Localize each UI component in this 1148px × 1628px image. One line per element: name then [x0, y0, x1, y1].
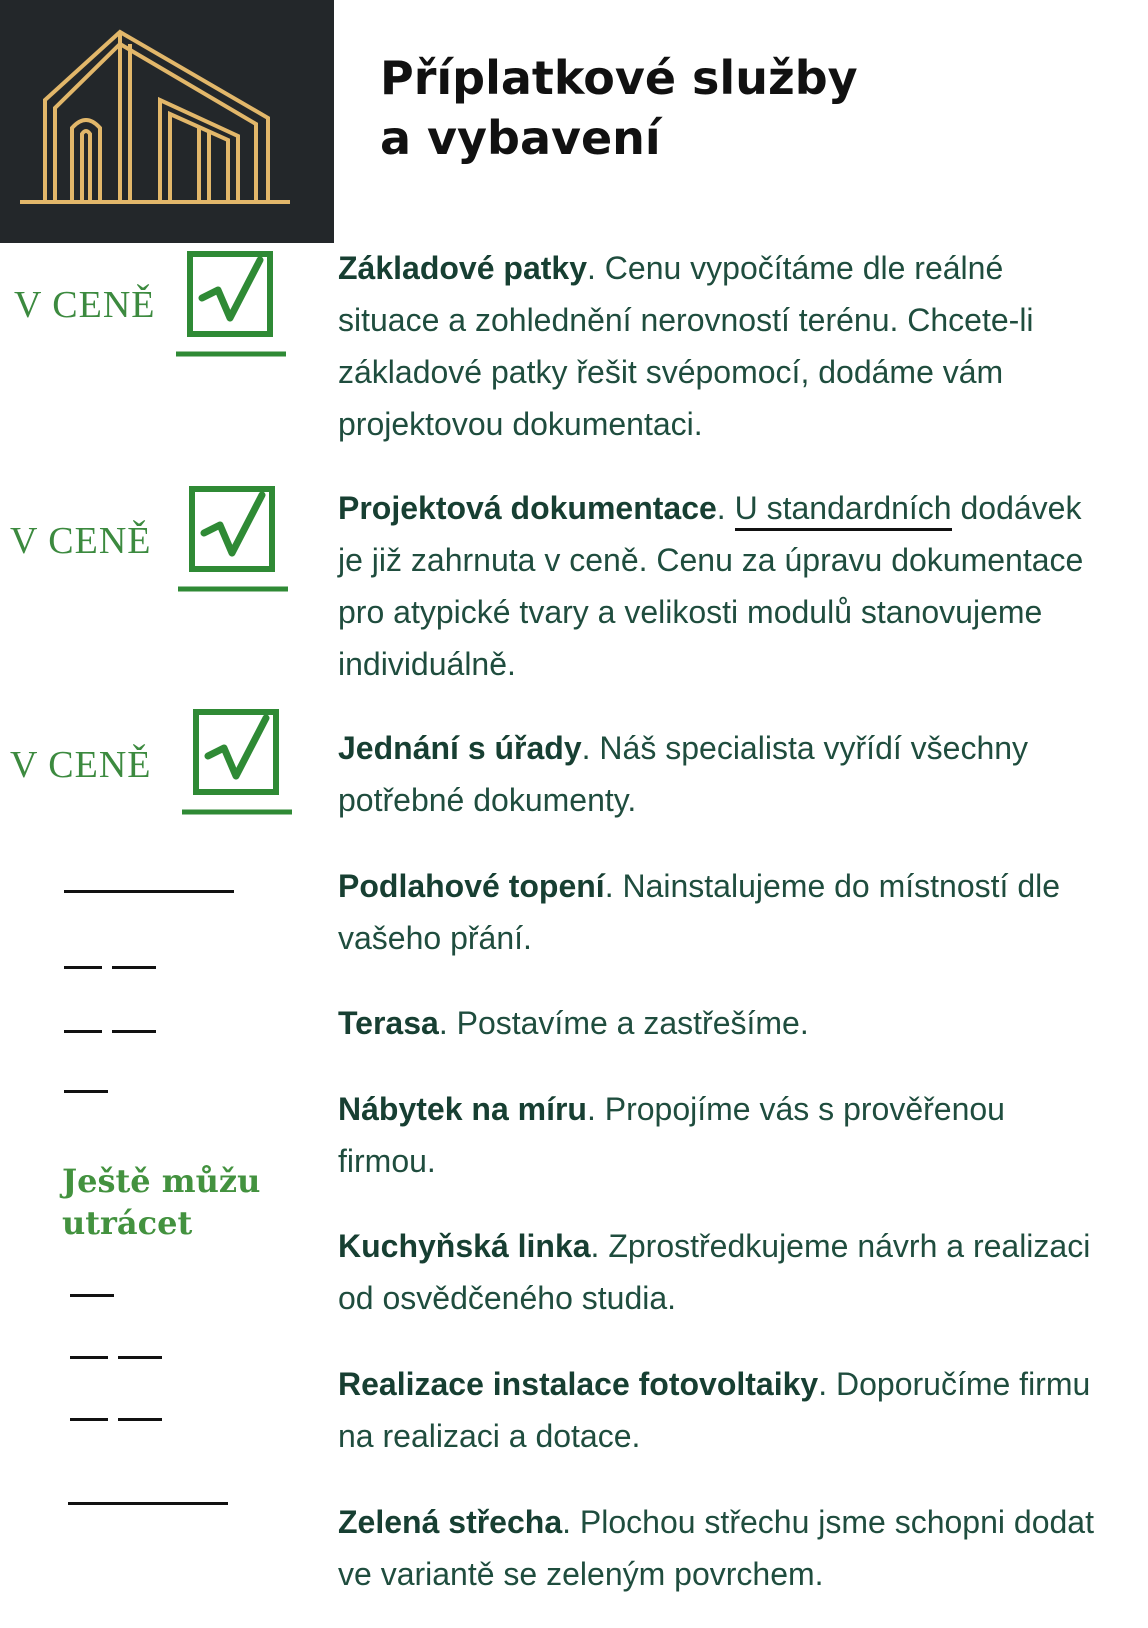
house-outline-logo-icon — [0, 0, 334, 243]
dash-line — [70, 1356, 108, 1359]
dash-line — [118, 1356, 162, 1359]
included-label-1: V CENĚ — [14, 284, 156, 326]
service-item-floor-heating — [338, 860, 1098, 964]
item-text: . Plochou střechu jsme schopni dodat ve variantě se zeleným povrchem. — [338, 1504, 1094, 1592]
item-title: Zelená střecha — [338, 1504, 563, 1540]
underlined-text: U standardních — [735, 490, 952, 531]
title-line-2: a vybavení — [380, 111, 661, 165]
dash-line — [118, 1418, 162, 1421]
dash-line — [68, 1502, 228, 1505]
note-line-1: Ještě můžu — [62, 1162, 261, 1200]
item-text: . Náš specialista vyřídí všechny potřebné dokumenty. — [338, 730, 1029, 818]
item-text: situace a zohlednění nerovností terénu. Chcete-li základové patky řešit svépomocí, dodáme vám projektovou dokumentaci. — [338, 302, 1034, 442]
item-title: Kuchyňská linka — [338, 1228, 591, 1264]
item-title: Realizace instalace fotovoltaiky — [338, 1366, 819, 1402]
item-text: . Nainstalujeme do místností dle vašeho přání. — [338, 868, 1061, 956]
service-item-photovoltaics — [338, 1358, 1098, 1462]
dash-line — [112, 966, 156, 969]
dash-line — [70, 1418, 108, 1421]
item-title: Nábytek na míru — [338, 1091, 587, 1127]
item-text: . Cenu vypočítáme dle reálné — [587, 250, 1004, 286]
dash-line — [64, 1030, 102, 1033]
dash-line — [70, 1294, 114, 1297]
dash-line — [64, 966, 102, 969]
note-line-2: utrácet — [62, 1204, 193, 1242]
service-item-green-roof — [338, 1496, 1098, 1600]
service-item-foundations — [338, 242, 1098, 450]
item-title: Jednání s úřady — [338, 730, 582, 766]
item-text: . Propojíme vás s prověřenou firmou. — [338, 1091, 1005, 1179]
item-title: Podlahové topení — [338, 868, 605, 904]
item-text: . — [716, 490, 735, 526]
checkbox-checked-icon — [178, 485, 290, 595]
item-title: Terasa — [338, 1005, 439, 1041]
handwritten-note — [62, 1160, 260, 1244]
included-label-2: V CENĚ — [10, 520, 152, 562]
included-label-3: V CENĚ — [10, 744, 152, 786]
page-title — [380, 48, 1100, 168]
service-item-terrace — [338, 997, 1098, 1049]
service-item-authorities — [338, 722, 1098, 826]
service-item-furniture — [338, 1083, 1098, 1187]
dash-line — [112, 1030, 156, 1033]
checkbox-checked-icon — [182, 708, 294, 818]
item-title: Projektová dokumentace — [338, 490, 717, 526]
service-item-kitchen — [338, 1220, 1098, 1324]
item-text: dodávek je již zahrnuta v ceně. Cenu za úpravu dokumentace pro atypické tvary a velikosti modulů stanovujeme individuálně. — [338, 490, 1084, 682]
logo — [0, 0, 334, 243]
dash-line — [64, 890, 234, 893]
item-text: . Doporučíme firmu na realizaci a dotace. — [338, 1366, 1091, 1454]
checkbox-checked-icon — [176, 250, 288, 360]
service-item-documentation — [338, 482, 1098, 690]
dash-line — [64, 1090, 108, 1093]
item-text: . Zprostředkujeme návrh a realizaci od osvědčeného studia. — [338, 1228, 1091, 1316]
title-line-1: Příplatkové služby — [380, 51, 858, 105]
item-title: Základové patky — [338, 250, 587, 286]
item-text: . Postavíme a zastřešíme. — [438, 1005, 809, 1041]
